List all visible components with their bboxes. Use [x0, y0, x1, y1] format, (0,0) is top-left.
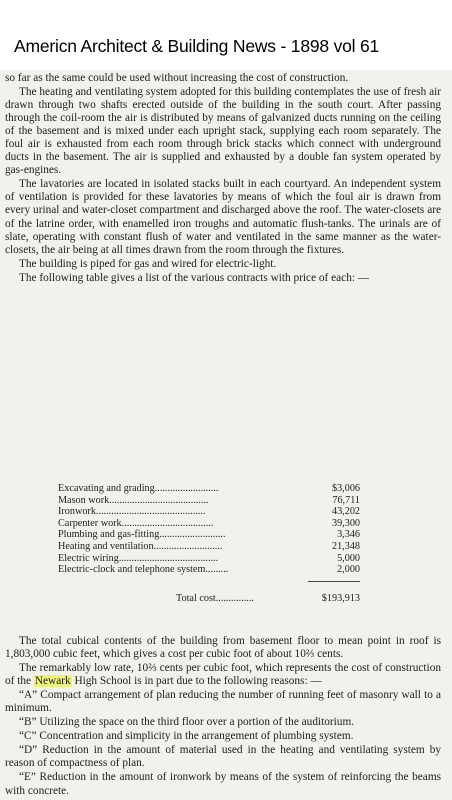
reasons-text-a: The remarkably low rate, 10⅔ cents per cubic foot, which represents the cost of construction of the: [5, 662, 441, 688]
table-row: [58, 495, 360, 507]
reason-d: “D” Reduction in the amount of material used in the heating and ventilating system by reason of compactness of plan.: [5, 744, 441, 770]
table-row: [58, 541, 360, 553]
contract-item: Electric-clock and telephone system.........: [58, 564, 229, 576]
contract-item: Heating and ventilation...........................: [58, 540, 223, 552]
contract-item: Plumbing and gas-fitting..........................: [58, 529, 226, 541]
reason-c: “C” Concentration and simplicity in the arrangement of plumbing system.: [19, 730, 354, 743]
contract-item: Excavating and grading.........................: [58, 483, 219, 494]
contract-item: Carpenter work....................................: [58, 517, 214, 529]
total-rule: [308, 581, 360, 582]
reason-a: “A” Compact arrangement of plan reducing the number of running feet of masonry wall to a minimum.: [5, 689, 441, 715]
article-body-lower: [5, 635, 441, 799]
contract-item: Ironwork...........................................: [58, 506, 206, 518]
page-title: Americn Architect & Building News - 1898 vol 61: [14, 36, 380, 56]
contract-amount: 21,348: [331, 540, 360, 552]
contract-amount: 5,000: [337, 552, 360, 564]
reasons-text-b: High School is in part due to the following reasons: —: [71, 675, 322, 688]
table-row: [58, 553, 360, 565]
paragraph-lavatories: The lavatories are located in isolated stacks built in each courtyard. An independent system of ventilation is provided for these lavatories by means of which the foul air is drawn from every urinal and water-closet compartment and discharged above the roof. The water-closets are of the latrine order, with enamelled iron troughs and automatic flush-tanks. The urinals are of slate, operating with constant flush of water and ventilated in the same manner as the water-closets, the air being at all times drawn from the room through the fixtures.: [5, 178, 441, 256]
contract-amount: 76,711: [332, 494, 360, 506]
total-amount: $193,913: [321, 593, 360, 604]
total-row: [58, 593, 360, 605]
reason-e: “E” Reduction in the amount of ironwork by means of the system of reinforcing the beams with concrete.: [5, 771, 441, 797]
contract-amount: 2,000: [337, 564, 360, 576]
contract-amount: $3,006: [331, 483, 360, 494]
table-row: [58, 518, 360, 530]
table-row: [58, 506, 360, 518]
reason-b: “B” Utilizing the space on the third floor over a portion of the auditorium.: [19, 716, 355, 729]
contract-amount: 43,202: [331, 506, 360, 518]
paragraph-heating: The heating and ventilating system adopted for this building contemplates the use of fresh air drawn through two shafts erected outside of the building in the south court. After passing through the coil-room the air is distributed by means of galvanized ducts running on the ceiling of the basement and is mixed under each upright stack, supplying each room separately. The foul air is exhausted from each room through brick stacks which connect with underground ducts in the basement. The air is supplied and exhausted by a double fan system operated by gas-engines.: [5, 86, 441, 177]
contracts-table: [58, 483, 360, 604]
total-label: Total cost...............: [176, 593, 254, 604]
paragraph-gas-electric: The building is piped for gas and wired for electric-light.: [19, 257, 277, 270]
paragraph-cubical: The total cubical contents of the building from basement floor to mean point in roof is 1,803,000 cubic feet, which gives a cost per cubic foot of about 10⅔ cents.: [5, 635, 441, 661]
contract-item: Mason work.......................................: [58, 494, 209, 506]
table-row: [58, 564, 360, 576]
contract-item: Electric wiring.......................................: [58, 552, 219, 564]
contract-amount: 39,300: [331, 517, 360, 529]
table-row: [58, 483, 360, 495]
scanned-page: [0, 70, 452, 800]
table-row: [58, 529, 360, 541]
article-body: [5, 72, 441, 286]
header-banner: [0, 0, 452, 70]
highlighted-word: Newark: [34, 675, 71, 688]
paragraph-table-intro: The following table gives a list of the various contracts with price of each: —: [19, 271, 370, 284]
paragraph-reasons: [5, 662, 441, 688]
contract-amount: 3,346: [337, 529, 360, 541]
paragraph-continuation: so far as the same could be used without increasing the cost of construction.: [5, 72, 349, 84]
